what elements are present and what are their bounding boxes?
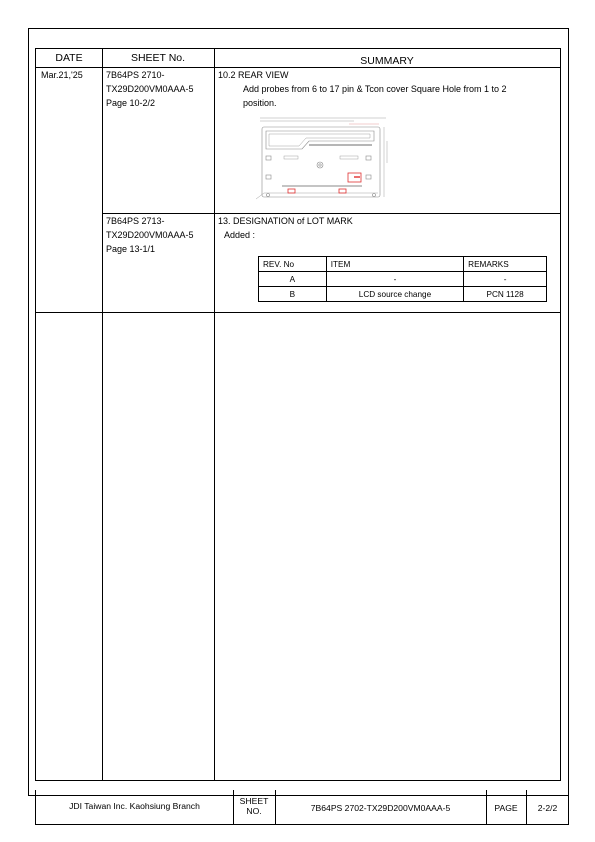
sheet-no-label: [233, 796, 275, 816]
table-cell: PCN 1128: [464, 287, 547, 302]
sheet-no-header: SHEET No.: [130, 52, 186, 64]
table-cell: A: [259, 272, 327, 287]
sheet-ref-line: Page 13-1/1: [106, 244, 156, 254]
sheet-ref-line: TX29D200VM0AAA-5: [106, 84, 194, 94]
col-divider-date: [102, 49, 103, 780]
summary-title: 10.2 REAR VIEW: [218, 70, 289, 80]
summary-title: 13. DESIGNATION of LOT MARK: [218, 216, 353, 226]
page-label: PAGE: [494, 803, 518, 813]
summary-line: position.: [243, 98, 277, 108]
page-value: 2-2/2: [537, 803, 558, 813]
table-cell: B: [259, 287, 327, 302]
table-row: [259, 272, 547, 287]
table-cell: LCD source change: [326, 287, 463, 302]
revision-table: [35, 48, 561, 781]
rear-view-drawing: [254, 115, 390, 207]
sheet-no-value: 7B64PS 2702-TX29D200VM0AAA-5: [310, 803, 451, 813]
table-cell: -: [326, 272, 463, 287]
column-header: REV. No: [259, 257, 327, 272]
highlight-probe: [339, 189, 346, 193]
sheet-label-line: NO.: [246, 806, 262, 816]
sheet-ref-line: TX29D200VM0AAA-5: [106, 230, 194, 240]
sheet-ref-line: 7B64PS 2713-: [106, 216, 165, 226]
table-header-row: [259, 257, 547, 272]
entries-end-divider: [36, 312, 560, 313]
footer: [35, 790, 569, 825]
summary-line: Add probes from 6 to 17 pin & Tcon cover Square Hole from 1 to 2: [243, 84, 507, 94]
sheet-ref-line: Page 10-2/2: [106, 98, 156, 108]
column-header: REMARKS: [464, 257, 547, 272]
column-header: ITEM: [326, 257, 463, 272]
sheet-ref-line: 7B64PS 2710-: [106, 70, 165, 80]
table-cell: -: [464, 272, 547, 287]
entry-date: Mar.21,'25: [41, 70, 83, 80]
lot-mark-table: [258, 256, 547, 302]
date-header: DATE: [55, 52, 83, 64]
entry-sheet-ref: [106, 214, 194, 256]
summary-description: [243, 82, 506, 110]
summary-header: SUMMARY: [360, 55, 414, 67]
col-divider-sheet: [214, 49, 215, 780]
entry-sheet-ref: [106, 68, 194, 110]
company-name: JDI Taiwan Inc. Kaohsiung Branch: [69, 801, 200, 811]
highlight-probe: [288, 189, 295, 193]
summary-line: Added :: [224, 230, 256, 240]
table-row: [259, 287, 547, 302]
sheet-label-line: SHEET: [239, 796, 269, 806]
